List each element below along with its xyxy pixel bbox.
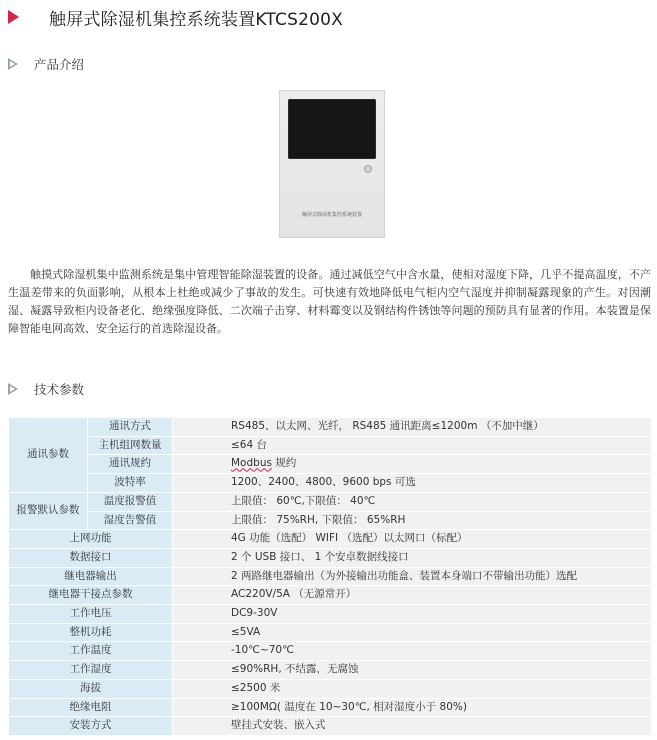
title-triangle-icon bbox=[8, 10, 19, 24]
section-heading-intro bbox=[8, 55, 84, 73]
param-value: DC9-30V bbox=[173, 605, 652, 624]
param-value: 2 个 USB 接口、 1 个安卓数据线接口 bbox=[173, 548, 652, 567]
param-value: 壁挂式安装、嵌入式 bbox=[173, 717, 652, 736]
table-row bbox=[9, 698, 652, 717]
page-title-row bbox=[8, 4, 343, 30]
param-value: ≤2500 米 bbox=[173, 679, 652, 698]
param-label: 上网功能 bbox=[9, 530, 173, 549]
param-label: 继电器输出 bbox=[9, 567, 173, 586]
param-label: 通讯方式 bbox=[88, 418, 173, 437]
param-value: AC220V/5A （无源常开） bbox=[173, 586, 652, 605]
device-label: 触屏式除湿机集控系统装置 bbox=[301, 212, 362, 218]
table-row bbox=[9, 418, 652, 437]
section-heading-params bbox=[8, 380, 84, 398]
param-value-protocol: Modbus bbox=[231, 457, 272, 470]
param-label: 整机功耗 bbox=[9, 623, 173, 642]
param-label: 波特率 bbox=[88, 474, 173, 493]
table-row bbox=[9, 548, 652, 567]
group-label-alarm: 报警默认参数 bbox=[9, 492, 88, 529]
param-label: 继电器干接点参数 bbox=[9, 586, 173, 605]
param-label: 绝缘电阻 bbox=[9, 698, 173, 717]
param-value: 2 两路继电器输出（为外接输出功能盒、装置本身端口不带输出功能）选配 bbox=[173, 567, 652, 586]
page-title: 触屏式除湿机集控系统装置KTCS200X bbox=[49, 9, 343, 30]
param-value: RS485、以太网、光纤， RS485 通讯距离≤1200m （不加中继） bbox=[173, 418, 652, 437]
param-label: 工作电压 bbox=[9, 605, 173, 624]
param-value: ≤5VA bbox=[173, 623, 652, 642]
param-value: ≤90%RH, 不结露，无腐蚀 bbox=[173, 661, 652, 680]
table-row bbox=[9, 661, 652, 680]
param-value: 1200、2400、4800、9600 bps 可选 bbox=[173, 474, 652, 493]
table-row bbox=[9, 586, 652, 605]
param-value: ≥100MΩ( 温度在 10~30℃, 相对湿度小于 80%) bbox=[173, 698, 652, 717]
param-label: 安装方式 bbox=[9, 717, 173, 736]
param-value-suffix: 规约 bbox=[271, 457, 297, 470]
table-row bbox=[9, 436, 652, 455]
section-title-intro: 产品介绍 bbox=[34, 57, 85, 72]
group-label-comm: 通讯参数 bbox=[9, 418, 88, 493]
section-triangle-icon bbox=[8, 58, 18, 70]
param-label: 工作湿度 bbox=[9, 661, 173, 680]
param-label: 工作温度 bbox=[9, 642, 173, 661]
param-label: 数据接口 bbox=[9, 548, 173, 567]
table-row bbox=[9, 511, 652, 530]
param-label: 通讯规约 bbox=[88, 455, 173, 474]
device-indicator bbox=[364, 165, 372, 173]
product-image bbox=[279, 90, 385, 238]
device-screen bbox=[288, 99, 376, 159]
param-label: 湿度告警值 bbox=[88, 511, 173, 530]
param-label: 海拔 bbox=[9, 679, 173, 698]
param-value: 上限值： 75%RH, 下限值： 65%RH bbox=[173, 511, 652, 530]
param-value: -10℃~70℃ bbox=[173, 642, 652, 661]
param-value: 上限值： 60℃,下限值： 40℃ bbox=[173, 492, 652, 511]
table-row bbox=[9, 642, 652, 661]
param-value bbox=[173, 455, 652, 474]
table-row bbox=[9, 474, 652, 493]
param-label: 主机组网数量 bbox=[88, 436, 173, 455]
table-row bbox=[9, 530, 652, 549]
table-row bbox=[9, 679, 652, 698]
table-row bbox=[9, 717, 652, 736]
param-value: ≤64 台 bbox=[173, 436, 652, 455]
intro-paragraph bbox=[8, 266, 651, 338]
table-row bbox=[9, 605, 652, 624]
section-triangle-icon bbox=[8, 383, 18, 395]
table-row bbox=[9, 455, 652, 474]
table-row bbox=[9, 623, 652, 642]
section-title-params: 技术参数 bbox=[34, 382, 85, 397]
table-row bbox=[9, 492, 652, 511]
intro-text: 触摸式除湿机集中监测系统是集中管理智能除湿装置的设备。通过减低空气中含水量，使相对湿度下降，几乎不提高温度，不产生温差带来的负面影响，从根本上杜绝或减少了事故的发生。可快速有效地降低电气柜内空气湿度并抑制凝露现象的产生。对因潮湿、凝露导致柜内设备老化、绝缘强度降低、二次端子击穿、材料霉变以及钢结构件锈蚀等问题的预防具有显著的作用。本装置是保障智能电网高效、安全运行的首选除湿设备。 bbox=[8, 268, 651, 335]
param-label: 温度报警值 bbox=[88, 492, 173, 511]
table-row bbox=[9, 567, 652, 586]
param-value: 4G 功能（选配） WIFI （选配）以太网口（标配） bbox=[173, 530, 652, 549]
params-table bbox=[8, 417, 652, 736]
